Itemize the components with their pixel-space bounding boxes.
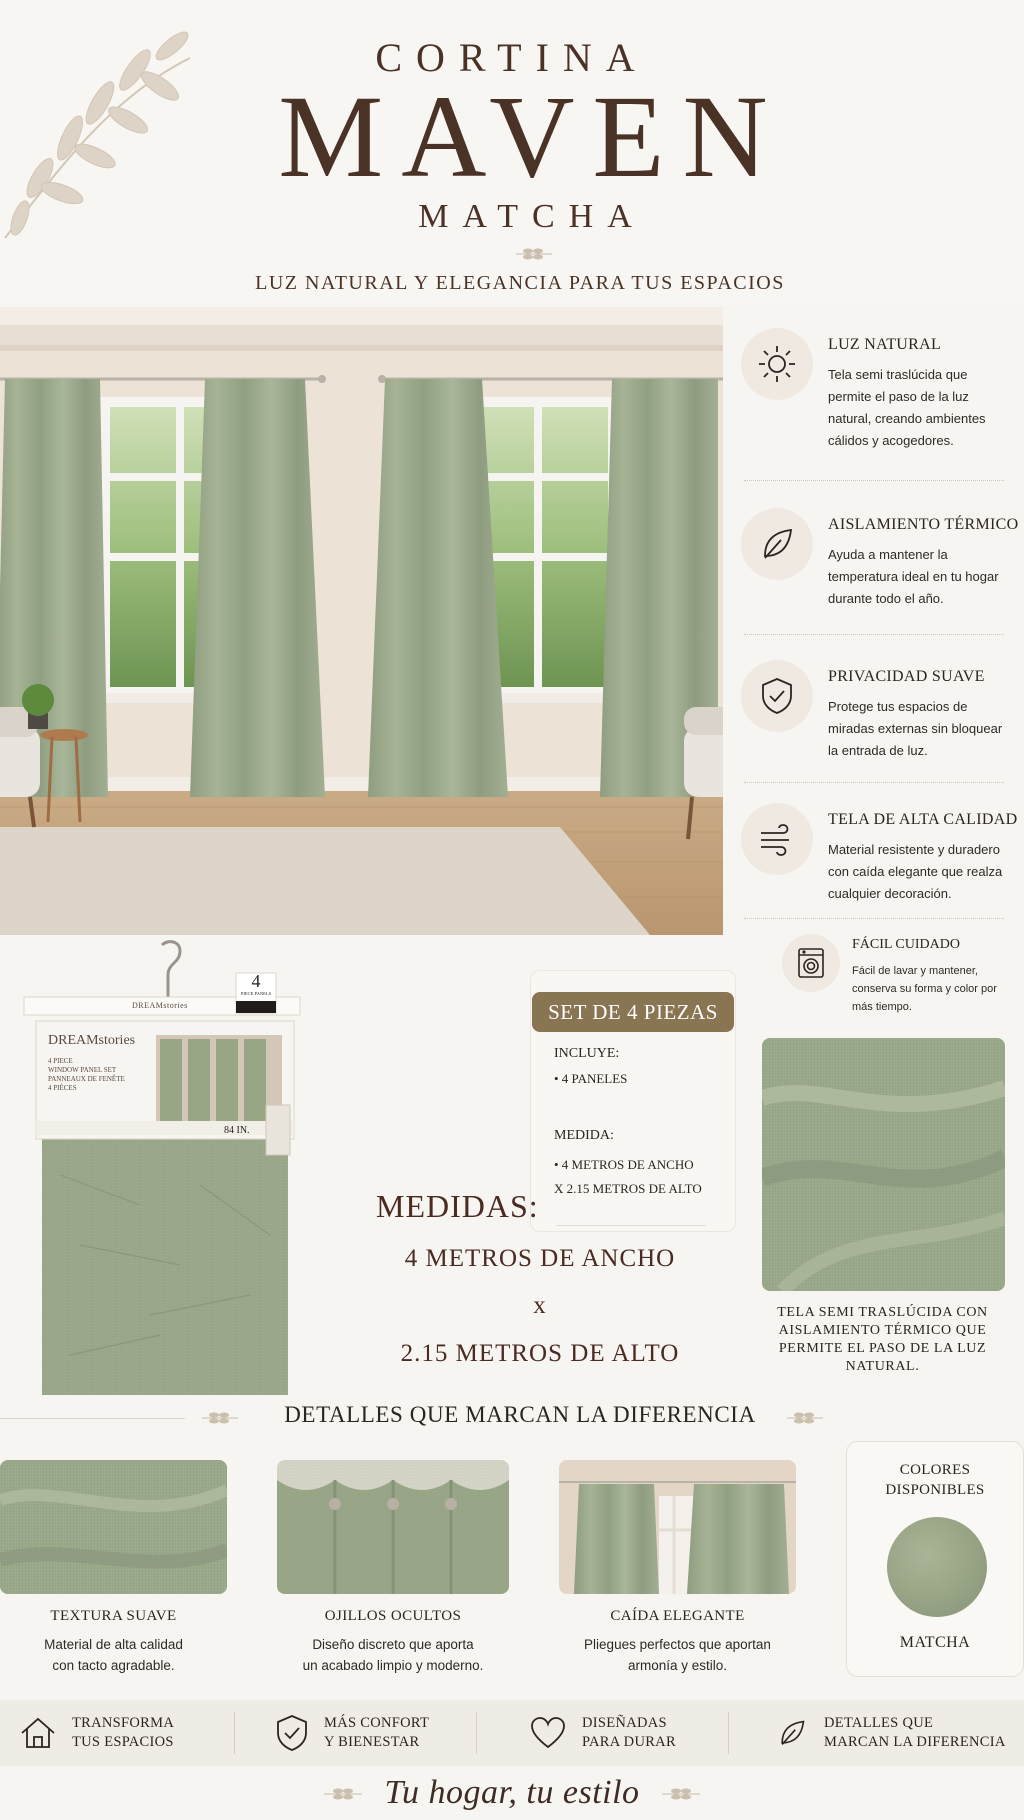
medidas-line1: 4 METROS DE ANCHO xyxy=(404,1245,676,1272)
room-photo xyxy=(0,307,723,935)
benefit-confort xyxy=(274,1700,429,1766)
benefit-duradero xyxy=(528,1700,676,1766)
detail-desc-ojillos: Diseño discreto que aporta un acabado limpio y moderno. xyxy=(302,1637,484,1673)
benefit-transforma xyxy=(18,1700,174,1766)
detail-name-textura: TEXTURA SUAVE xyxy=(50,1608,177,1624)
house-icon xyxy=(18,1713,58,1753)
hero-header xyxy=(0,0,1024,305)
shield-check-icon xyxy=(274,1713,310,1753)
feature-title: LUZ NATURAL xyxy=(828,336,942,353)
color-name: MATCHA xyxy=(899,1634,971,1651)
package-size: 84 IN. xyxy=(224,1125,250,1136)
feature-desc: Material resistente y duradero con caída elegante que realza cualquier decoración. xyxy=(828,842,1003,901)
detail-name-ojillos: OJILLOS OCULTOS xyxy=(324,1608,462,1624)
package-count-label: PIECE PANELS xyxy=(240,991,272,996)
divider xyxy=(744,918,1004,919)
washing-machine-icon xyxy=(782,934,840,992)
divider xyxy=(234,1712,235,1754)
divider xyxy=(728,1712,729,1754)
feature-desc: Tela semi traslúcida que permite el paso de la luz natural, creando ambientes cálidos y acogedores. xyxy=(828,367,986,448)
sprig-ornament xyxy=(514,246,554,262)
texture-photo xyxy=(0,1460,227,1594)
benefit-text: DISEÑADAS PARA DURAR xyxy=(582,1715,676,1750)
medidas-label: MEDIDAS: xyxy=(376,1188,539,1224)
sun-icon xyxy=(741,328,813,400)
benefit-detalles xyxy=(774,1700,1006,1766)
care-title: FÁCIL CUIDADO xyxy=(852,937,960,952)
sprig-ornament xyxy=(660,1786,702,1802)
benefit-text: MÁS CONFORT Y BIENESTAR xyxy=(324,1715,430,1750)
feature-desc: Ayuda a mantener la temperatura ideal en tu hogar durante todo el año. xyxy=(828,547,999,606)
package-count: 4 xyxy=(251,971,261,991)
feature-title: TELA DE ALTA CALIDAD xyxy=(828,811,1018,828)
divider xyxy=(744,782,1004,783)
colors-title: COLORES DISPONIBLES xyxy=(885,1462,985,1498)
divider xyxy=(744,480,1004,481)
tagline: LUZ NATURAL Y ELEGANCIA PARA TUS ESPACIOS xyxy=(255,272,785,294)
sprig-ornament xyxy=(785,1410,825,1426)
detail-name-caida: CAÍDA ELEGANTE xyxy=(610,1608,745,1624)
card-brand: DREAMstories xyxy=(48,1033,136,1048)
title-maven: MAVEN xyxy=(278,71,786,202)
feature-title: PRIVACIDAD SUAVE xyxy=(828,668,985,685)
set-badge: SET DE 4 PIEZAS xyxy=(532,992,734,1032)
details-title: DETALLES QUE MARCAN LA DIFERENCIA xyxy=(284,1402,756,1427)
measure-line2: X 2.15 METROS DE ALTO xyxy=(554,1181,702,1196)
footer-slogan: Tu hogar, tu estilo xyxy=(384,1774,640,1811)
divider xyxy=(0,1418,185,1419)
title-cortina: CORTINA xyxy=(375,35,649,80)
hanger-brand: DREAMstories xyxy=(132,1001,188,1010)
detail-desc-textura: Material de alta calidad con tacto agradable. xyxy=(44,1637,183,1673)
feature-title: AISLAMIENTO TÉRMICO xyxy=(828,516,1019,533)
leaf-icon xyxy=(774,1713,810,1753)
measure-label: MEDIDA: xyxy=(554,1128,614,1143)
card-copy: 4 PIECE WINDOW PANEL SET PANNEAUX DE FENÊTE 4 PIÈCES xyxy=(48,1057,125,1092)
divider xyxy=(744,634,1004,635)
drape-photo xyxy=(559,1460,796,1594)
wind-icon xyxy=(741,803,813,875)
includes-item: • 4 PANELES xyxy=(554,1071,628,1086)
benefit-text: TRANSFORMA TUS ESPACIOS xyxy=(72,1715,175,1750)
title-matcha: MATCHA xyxy=(418,198,646,235)
detail-desc-caida: Pliegues perfectos que aportan armonía y estilo. xyxy=(584,1637,771,1673)
fabric-swatch-photo xyxy=(762,1038,1005,1291)
care-desc: Fácil de lavar y mantener, conserva su forma y color por más tiempo. xyxy=(852,965,997,1013)
medidas-line2: x xyxy=(533,1292,547,1319)
leaf-icon xyxy=(741,508,813,580)
color-swatch-matcha[interactable] xyxy=(887,1517,987,1617)
heart-icon xyxy=(528,1713,568,1753)
measure-line1: • 4 METROS DE ANCHO xyxy=(554,1157,694,1172)
feature-desc: Protege tus espacios de miradas externas sin bloquear la entrada de luz. xyxy=(828,699,1003,758)
divider xyxy=(476,1712,477,1754)
medidas-line3: 2.15 METROS DE ALTO xyxy=(400,1340,680,1367)
divider xyxy=(556,1225,706,1226)
product-package xyxy=(20,935,310,1405)
includes-label: INCLUYE: xyxy=(554,1046,620,1061)
swatch-caption: TELA SEMI TRASLÚCIDA CON AISLAMIENTO TÉRMICO QUE PERMITE EL PASO DE LA LUZ NATURAL. xyxy=(777,1305,988,1374)
benefit-text: DETALLES QUE MARCAN LA DIFERENCIA xyxy=(824,1715,1006,1750)
grommet-photo xyxy=(277,1460,509,1594)
shield-check-icon xyxy=(741,660,813,732)
